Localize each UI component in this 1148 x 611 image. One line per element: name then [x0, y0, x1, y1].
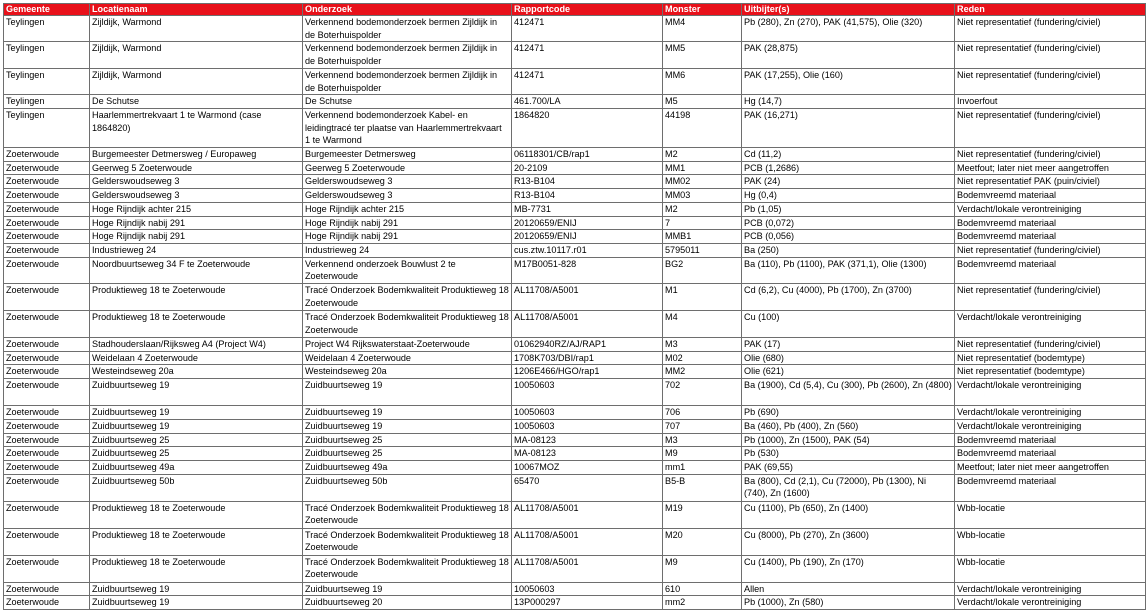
- cell-monster[interactable]: M2: [663, 202, 742, 216]
- cell-rapportcode[interactable]: 412471: [512, 68, 663, 94]
- cell-locatienaam[interactable]: Noordbuurtseweg 34 F te Zoeterwoude: [90, 257, 303, 283]
- cell-uitbijters[interactable]: PAK (17): [742, 338, 955, 352]
- cell-onderzoek[interactable]: Geerweg 5 Zoeterwoude: [303, 161, 512, 175]
- table-row: [4, 460, 1146, 474]
- cell-gemeente[interactable]: Zoeterwoude: [4, 351, 90, 365]
- cell-uitbijters[interactable]: PAK (28,875): [742, 42, 955, 68]
- table-row: [4, 447, 1146, 461]
- table-row: [4, 501, 1146, 528]
- cell-rapportcode[interactable]: MA-08123: [512, 447, 663, 461]
- cell-monster[interactable]: M02: [663, 351, 742, 365]
- table-row: [4, 365, 1146, 379]
- column-header-uitbijters[interactable]: Uitbijter(s): [742, 4, 955, 16]
- cell-reden[interactable]: Meetfout; later niet meer aangetroffen: [955, 460, 1146, 474]
- cell-onderzoek[interactable]: Zuidbuurtseweg 20: [303, 596, 512, 610]
- cell-monster[interactable]: 702: [663, 379, 742, 406]
- cell-locatienaam[interactable]: Produktieweg 18 te Zoeterwoude: [90, 284, 303, 311]
- cell-reden[interactable]: Wbb-locatie: [955, 555, 1146, 582]
- table-row: [4, 379, 1146, 406]
- table-row: [4, 175, 1146, 189]
- cell-uitbijters[interactable]: PCB (0,072): [742, 216, 955, 230]
- table-row: [4, 419, 1146, 433]
- cell-onderzoek[interactable]: Tracé Onderzoek Bodemkwaliteit Produktieweg 18 Zoeterwoude: [303, 284, 512, 311]
- cell-reden[interactable]: Invoerfout: [955, 95, 1146, 109]
- cell-uitbijters[interactable]: Ba (110), Pb (1100), PAK (371,1), Olie (1300): [742, 257, 955, 283]
- cell-gemeente[interactable]: Zoeterwoude: [4, 311, 90, 338]
- cell-gemeente[interactable]: Zoeterwoude: [4, 555, 90, 582]
- cell-gemeente[interactable]: Teylingen: [4, 95, 90, 109]
- cell-reden[interactable]: Niet representatief PAK (puin/civiel): [955, 175, 1146, 189]
- cell-locatienaam[interactable]: Zuidbuurtseweg 25: [90, 447, 303, 461]
- cell-monster[interactable]: MM1: [663, 161, 742, 175]
- cell-reden[interactable]: Wbb-locatie: [955, 501, 1146, 528]
- cell-onderzoek[interactable]: Zuidbuurtseweg 25: [303, 433, 512, 447]
- table-row: [4, 16, 1146, 42]
- cell-onderzoek[interactable]: Westeindseweg 20a: [303, 365, 512, 379]
- cell-locatienaam[interactable]: De Schutse: [90, 95, 303, 109]
- table-row: [4, 284, 1146, 311]
- cell-uitbijters[interactable]: Cu (1400), Pb (190), Zn (170): [742, 555, 955, 582]
- cell-onderzoek[interactable]: Hoge Rijndijk nabij 291: [303, 230, 512, 244]
- cell-locatienaam[interactable]: Zuidbuurtseweg 19: [90, 596, 303, 610]
- cell-gemeente[interactable]: Zoeterwoude: [4, 474, 90, 501]
- table-row: [4, 243, 1146, 257]
- cell-uitbijters[interactable]: Ba (1900), Cd (5,4), Cu (300), Pb (2600), Zn (4800): [742, 379, 955, 406]
- table-row: [4, 257, 1146, 283]
- cell-reden[interactable]: Verdacht/lokale verontreiniging: [955, 311, 1146, 338]
- cell-locatienaam[interactable]: Gelderswoudseweg 3: [90, 189, 303, 203]
- cell-uitbijters[interactable]: Pb (1,05): [742, 202, 955, 216]
- cell-onderzoek[interactable]: Verkennend onderzoek Bouwlust 2 te Zoeterwoude: [303, 257, 512, 283]
- cell-gemeente[interactable]: Zoeterwoude: [4, 419, 90, 433]
- cell-rapportcode[interactable]: AL11708/A5001: [512, 284, 663, 311]
- cell-rapportcode[interactable]: 20-2109: [512, 161, 663, 175]
- cell-locatienaam[interactable]: Hoge Rijndijk nabij 291: [90, 230, 303, 244]
- cell-rapportcode[interactable]: 412471: [512, 42, 663, 68]
- cell-onderzoek[interactable]: Verkennend bodemonderzoek bermen Zijldijk in de Boterhuispolder: [303, 16, 512, 42]
- table-row: [4, 338, 1146, 352]
- cell-rapportcode[interactable]: 10067MOZ: [512, 460, 663, 474]
- cell-locatienaam[interactable]: Zuidbuurtseweg 50b: [90, 474, 303, 501]
- cell-onderzoek[interactable]: Burgemeester Detmersweg: [303, 148, 512, 162]
- cell-monster[interactable]: M20: [663, 528, 742, 555]
- cell-monster[interactable]: MM2: [663, 365, 742, 379]
- cell-reden[interactable]: Niet representatief (bodemtype): [955, 365, 1146, 379]
- cell-gemeente[interactable]: Teylingen: [4, 68, 90, 94]
- cell-monster[interactable]: M4: [663, 311, 742, 338]
- cell-uitbijters[interactable]: Olie (621): [742, 365, 955, 379]
- cell-gemeente[interactable]: Zoeterwoude: [4, 230, 90, 244]
- table-row: [4, 311, 1146, 338]
- cell-gemeente[interactable]: Teylingen: [4, 108, 90, 147]
- cell-reden[interactable]: Wbb-locatie: [955, 528, 1146, 555]
- cell-gemeente[interactable]: Zoeterwoude: [4, 447, 90, 461]
- cell-reden[interactable]: Niet representatief (bodemtype): [955, 351, 1146, 365]
- cell-uitbijters[interactable]: PAK (69,55): [742, 460, 955, 474]
- cell-reden[interactable]: Niet representatief (fundering/civiel): [955, 16, 1146, 42]
- cell-locatienaam[interactable]: Zuidbuurtseweg 19: [90, 406, 303, 420]
- cell-gemeente[interactable]: Zoeterwoude: [4, 257, 90, 283]
- cell-gemeente[interactable]: Zoeterwoude: [4, 528, 90, 555]
- column-header-monster[interactable]: Monster: [663, 4, 742, 16]
- cell-locatienaam[interactable]: Westeindseweg 20a: [90, 365, 303, 379]
- cell-uitbijters[interactable]: Olie (680): [742, 351, 955, 365]
- cell-onderzoek[interactable]: Zuidbuurtseweg 19: [303, 379, 512, 406]
- cell-locatienaam[interactable]: Produktieweg 18 te Zoeterwoude: [90, 501, 303, 528]
- cell-locatienaam[interactable]: Produktieweg 18 te Zoeterwoude: [90, 555, 303, 582]
- cell-onderzoek[interactable]: Zuidbuurtseweg 50b: [303, 474, 512, 501]
- cell-reden[interactable]: Verdacht/lokale verontreiniging: [955, 379, 1146, 406]
- table-row: [4, 406, 1146, 420]
- cell-rapportcode[interactable]: 20120659/ENIJ: [512, 230, 663, 244]
- cell-uitbijters[interactable]: Pb (690): [742, 406, 955, 420]
- cell-monster[interactable]: 707: [663, 419, 742, 433]
- cell-reden[interactable]: Bodemvreemd materiaal: [955, 433, 1146, 447]
- cell-rapportcode[interactable]: MA-08123: [512, 433, 663, 447]
- cell-reden[interactable]: Bodemvreemd materiaal: [955, 189, 1146, 203]
- cell-rapportcode[interactable]: 65470: [512, 474, 663, 501]
- cell-monster[interactable]: B5-B: [663, 474, 742, 501]
- cell-onderzoek[interactable]: Zuidbuurtseweg 19: [303, 419, 512, 433]
- cell-gemeente[interactable]: Zoeterwoude: [4, 202, 90, 216]
- cell-monster[interactable]: M9: [663, 447, 742, 461]
- cell-onderzoek[interactable]: Tracé Onderzoek Bodemkwaliteit Produktieweg 18 Zoeterwoude: [303, 528, 512, 555]
- cell-reden[interactable]: Bodemvreemd materiaal: [955, 257, 1146, 283]
- cell-monster[interactable]: 706: [663, 406, 742, 420]
- cell-reden[interactable]: Verdacht/lokale verontreiniging: [955, 596, 1146, 610]
- cell-uitbijters[interactable]: Cd (6,2), Cu (4000), Pb (1700), Zn (3700): [742, 284, 955, 311]
- table-row: [4, 216, 1146, 230]
- cell-locatienaam[interactable]: Industrieweg 24: [90, 243, 303, 257]
- cell-uitbijters[interactable]: Allen: [742, 582, 955, 596]
- cell-monster[interactable]: M5: [663, 95, 742, 109]
- cell-reden[interactable]: Niet representatief (fundering/civiel): [955, 42, 1146, 68]
- cell-onderzoek[interactable]: Zuidbuurtseweg 19: [303, 406, 512, 420]
- cell-monster[interactable]: MM02: [663, 175, 742, 189]
- cell-gemeente[interactable]: Zoeterwoude: [4, 379, 90, 406]
- cell-rapportcode[interactable]: R13-B104: [512, 189, 663, 203]
- cell-rapportcode[interactable]: M17B0051-828: [512, 257, 663, 283]
- table-row: [4, 68, 1146, 94]
- cell-uitbijters[interactable]: Cd (11,2): [742, 148, 955, 162]
- cell-onderzoek[interactable]: Industrieweg 24: [303, 243, 512, 257]
- cell-rapportcode[interactable]: cus.ztw.10117.r01: [512, 243, 663, 257]
- cell-uitbijters[interactable]: Pb (280), Zn (270), PAK (41,575), Olie (320): [742, 16, 955, 42]
- cell-monster[interactable]: M3: [663, 338, 742, 352]
- cell-reden[interactable]: Verdacht/lokale verontreiniging: [955, 406, 1146, 420]
- cell-monster[interactable]: MMB1: [663, 230, 742, 244]
- cell-onderzoek[interactable]: Zuidbuurtseweg 49a: [303, 460, 512, 474]
- table-row: [4, 596, 1146, 610]
- cell-rapportcode[interactable]: 1864820: [512, 108, 663, 147]
- cell-gemeente[interactable]: Zoeterwoude: [4, 161, 90, 175]
- cell-uitbijters[interactable]: PAK (24): [742, 175, 955, 189]
- cell-onderzoek[interactable]: Zuidbuurtseweg 25: [303, 447, 512, 461]
- cell-monster[interactable]: M2: [663, 148, 742, 162]
- table-row: [4, 95, 1146, 109]
- cell-locatienaam[interactable]: Zuidbuurtseweg 49a: [90, 460, 303, 474]
- table-row: [4, 230, 1146, 244]
- cell-uitbijters[interactable]: Pb (530): [742, 447, 955, 461]
- table-body: [4, 16, 1146, 610]
- cell-locatienaam[interactable]: Geerweg 5 Zoeterwoude: [90, 161, 303, 175]
- cell-monster[interactable]: BG2: [663, 257, 742, 283]
- cell-rapportcode[interactable]: 06118301/CB/rap1: [512, 148, 663, 162]
- cell-rapportcode[interactable]: AL11708/A5001: [512, 311, 663, 338]
- cell-reden[interactable]: Niet representatief (fundering/civiel): [955, 68, 1146, 94]
- cell-monster[interactable]: M19: [663, 501, 742, 528]
- cell-monster[interactable]: 44198: [663, 108, 742, 147]
- cell-reden[interactable]: Bodemvreemd materiaal: [955, 216, 1146, 230]
- cell-gemeente[interactable]: Zoeterwoude: [4, 284, 90, 311]
- cell-gemeente[interactable]: Zoeterwoude: [4, 406, 90, 420]
- cell-gemeente[interactable]: Zoeterwoude: [4, 175, 90, 189]
- cell-reden[interactable]: Niet representatief (fundering/civiel): [955, 108, 1146, 147]
- cell-onderzoek[interactable]: Verkennend bodemonderzoek bermen Zijldijk in de Boterhuispolder: [303, 42, 512, 68]
- cell-rapportcode[interactable]: AL11708/A5001: [512, 528, 663, 555]
- cell-onderzoek[interactable]: Tracé Onderzoek Bodemkwaliteit Produktieweg 18 Zoeterwoude: [303, 501, 512, 528]
- cell-reden[interactable]: Verdacht/lokale verontreiniging: [955, 202, 1146, 216]
- table-row: [4, 189, 1146, 203]
- cell-uitbijters[interactable]: Cu (100): [742, 311, 955, 338]
- cell-uitbijters[interactable]: Hg (14,7): [742, 95, 955, 109]
- cell-uitbijters[interactable]: PCB (0,056): [742, 230, 955, 244]
- cell-rapportcode[interactable]: 10050603: [512, 406, 663, 420]
- cell-reden[interactable]: Niet representatief (fundering/civiel): [955, 284, 1146, 311]
- cell-uitbijters[interactable]: Hg (0,4): [742, 189, 955, 203]
- cell-locatienaam[interactable]: Stadhouderslaan/Rijksweg A4 (Project W4): [90, 338, 303, 352]
- cell-monster[interactable]: mm1: [663, 460, 742, 474]
- cell-onderzoek[interactable]: Gelderswoudseweg 3: [303, 189, 512, 203]
- cell-monster[interactable]: MM6: [663, 68, 742, 94]
- cell-gemeente[interactable]: Zoeterwoude: [4, 582, 90, 596]
- cell-monster[interactable]: MM4: [663, 16, 742, 42]
- table-row: [4, 108, 1146, 147]
- cell-onderzoek[interactable]: Tracé Onderzoek Bodemkwaliteit Produktieweg 18 Zoeterwoude: [303, 311, 512, 338]
- cell-onderzoek[interactable]: Zuidbuurtseweg 19: [303, 582, 512, 596]
- cell-rapportcode[interactable]: 01062940RZ/AJ/RAP1: [512, 338, 663, 352]
- column-header-gemeente[interactable]: Gemeente: [4, 4, 90, 16]
- cell-rapportcode[interactable]: 20120659/ENIJ: [512, 216, 663, 230]
- cell-rapportcode[interactable]: 1708K703/DBI/rap1: [512, 351, 663, 365]
- outliers-table: [3, 3, 1146, 610]
- cell-uitbijters[interactable]: Ba (460), Pb (400), Zn (560): [742, 419, 955, 433]
- cell-locatienaam[interactable]: Gelderswoudseweg 3: [90, 175, 303, 189]
- cell-uitbijters[interactable]: Cu (8000), Pb (270), Zn (3600): [742, 528, 955, 555]
- cell-monster[interactable]: mm2: [663, 596, 742, 610]
- table-row: [4, 148, 1146, 162]
- cell-uitbijters[interactable]: Ba (250): [742, 243, 955, 257]
- cell-uitbijters[interactable]: Pb (1000), Zn (1500), PAK (54): [742, 433, 955, 447]
- cell-onderzoek[interactable]: Verkennend bodemonderzoek Kabel- en leidingtracé ter plaatse van Haarlemmertrekvaart 1 te Warmond: [303, 108, 512, 147]
- table-row: [4, 351, 1146, 365]
- cell-onderzoek[interactable]: De Schutse: [303, 95, 512, 109]
- cell-monster[interactable]: 5795011: [663, 243, 742, 257]
- cell-uitbijters[interactable]: PAK (16,271): [742, 108, 955, 147]
- cell-locatienaam[interactable]: Burgemeester Detmersweg / Europaweg: [90, 148, 303, 162]
- cell-reden[interactable]: Bodemvreemd materiaal: [955, 474, 1146, 501]
- cell-reden[interactable]: Bodemvreemd materiaal: [955, 447, 1146, 461]
- cell-locatienaam[interactable]: Zuidbuurtseweg 19: [90, 419, 303, 433]
- cell-onderzoek[interactable]: Weidelaan 4 Zoeterwoude: [303, 351, 512, 365]
- cell-gemeente[interactable]: Zoeterwoude: [4, 433, 90, 447]
- cell-uitbijters[interactable]: PAK (17,255), Olie (160): [742, 68, 955, 94]
- cell-locatienaam[interactable]: Hoge Rijndijk achter 215: [90, 202, 303, 216]
- table-row: [4, 582, 1146, 596]
- cell-reden[interactable]: Verdacht/lokale verontreiniging: [955, 582, 1146, 596]
- cell-gemeente[interactable]: Zoeterwoude: [4, 596, 90, 610]
- cell-locatienaam[interactable]: Zijldijk, Warmond: [90, 16, 303, 42]
- cell-gemeente[interactable]: Zoeterwoude: [4, 148, 90, 162]
- cell-rapportcode[interactable]: AL11708/A5001: [512, 501, 663, 528]
- cell-locatienaam[interactable]: Zijldijk, Warmond: [90, 68, 303, 94]
- table-row: [4, 42, 1146, 68]
- cell-gemeente[interactable]: Zoeterwoude: [4, 365, 90, 379]
- cell-gemeente[interactable]: Teylingen: [4, 16, 90, 42]
- cell-locatienaam[interactable]: Weidelaan 4 Zoeterwoude: [90, 351, 303, 365]
- cell-onderzoek[interactable]: Gelderswoudseweg 3: [303, 175, 512, 189]
- cell-locatienaam[interactable]: Produktieweg 18 te Zoeterwoude: [90, 311, 303, 338]
- cell-gemeente[interactable]: Zoeterwoude: [4, 460, 90, 474]
- cell-gemeente[interactable]: Zoeterwoude: [4, 501, 90, 528]
- cell-rapportcode[interactable]: 10050603: [512, 419, 663, 433]
- cell-monster[interactable]: M3: [663, 433, 742, 447]
- cell-monster[interactable]: M9: [663, 555, 742, 582]
- cell-monster[interactable]: 7: [663, 216, 742, 230]
- cell-rapportcode[interactable]: 13P000297: [512, 596, 663, 610]
- cell-rapportcode[interactable]: 461.700/LA: [512, 95, 663, 109]
- cell-rapportcode[interactable]: MB-7731: [512, 202, 663, 216]
- cell-onderzoek[interactable]: Project W4 Rijkswaterstaat-Zoeterwoude: [303, 338, 512, 352]
- cell-onderzoek[interactable]: Hoge Rijndijk nabij 291: [303, 216, 512, 230]
- cell-locatienaam[interactable]: Zuidbuurtseweg 25: [90, 433, 303, 447]
- cell-gemeente[interactable]: Zoeterwoude: [4, 243, 90, 257]
- cell-rapportcode[interactable]: AL11708/A5001: [512, 555, 663, 582]
- cell-gemeente[interactable]: Zoeterwoude: [4, 216, 90, 230]
- cell-locatienaam[interactable]: Haarlemmertrekvaart 1 te Warmond (case 1864820): [90, 108, 303, 147]
- header-row: [4, 4, 1146, 16]
- column-header-rapportcode[interactable]: Rapportcode: [512, 4, 663, 16]
- cell-locatienaam[interactable]: Produktieweg 18 te Zoeterwoude: [90, 528, 303, 555]
- cell-rapportcode[interactable]: 10050603: [512, 582, 663, 596]
- cell-monster[interactable]: M1: [663, 284, 742, 311]
- cell-reden[interactable]: Niet representatief (fundering/civiel): [955, 148, 1146, 162]
- table-row: [4, 555, 1146, 582]
- table-row: [4, 528, 1146, 555]
- cell-uitbijters[interactable]: PCB (1,2686): [742, 161, 955, 175]
- cell-rapportcode[interactable]: 10050603: [512, 379, 663, 406]
- cell-gemeente[interactable]: Teylingen: [4, 42, 90, 68]
- cell-locatienaam[interactable]: Zuidbuurtseweg 19: [90, 379, 303, 406]
- cell-gemeente[interactable]: Zoeterwoude: [4, 338, 90, 352]
- cell-reden[interactable]: Bodemvreemd materiaal: [955, 230, 1146, 244]
- cell-gemeente[interactable]: Zoeterwoude: [4, 189, 90, 203]
- cell-monster[interactable]: 610: [663, 582, 742, 596]
- cell-onderzoek[interactable]: Verkennend bodemonderzoek bermen Zijldijk in de Boterhuispolder: [303, 68, 512, 94]
- cell-monster[interactable]: MM5: [663, 42, 742, 68]
- cell-rapportcode[interactable]: 412471: [512, 16, 663, 42]
- cell-locatienaam[interactable]: Hoge Rijndijk nabij 291: [90, 216, 303, 230]
- cell-uitbijters[interactable]: Ba (800), Cd (2,1), Cu (72000), Pb (1300), Ni (740), Zn (1600): [742, 474, 955, 501]
- column-header-reden[interactable]: Reden: [955, 4, 1146, 16]
- cell-reden[interactable]: Meetfout; later niet meer aangetroffen: [955, 161, 1146, 175]
- cell-locatienaam[interactable]: Zijldijk, Warmond: [90, 42, 303, 68]
- cell-reden[interactable]: Niet representatief (fundering/civiel): [955, 338, 1146, 352]
- cell-reden[interactable]: Niet representatief (fundering/civiel): [955, 243, 1146, 257]
- cell-onderzoek[interactable]: Hoge Rijndijk achter 215: [303, 202, 512, 216]
- cell-monster[interactable]: MM03: [663, 189, 742, 203]
- table-row: [4, 433, 1146, 447]
- cell-reden[interactable]: Verdacht/lokale verontreiniging: [955, 419, 1146, 433]
- table-row: [4, 474, 1146, 501]
- column-header-onderzoek[interactable]: Onderzoek: [303, 4, 512, 16]
- cell-locatienaam[interactable]: Zuidbuurtseweg 19: [90, 582, 303, 596]
- cell-rapportcode[interactable]: 1206E466/HGO/rap1: [512, 365, 663, 379]
- table-row: [4, 202, 1146, 216]
- column-header-locatienaam[interactable]: Locatienaam: [90, 4, 303, 16]
- cell-uitbijters[interactable]: Cu (1100), Pb (650), Zn (1400): [742, 501, 955, 528]
- table-row: [4, 161, 1146, 175]
- cell-uitbijters[interactable]: Pb (1000), Zn (580): [742, 596, 955, 610]
- cell-rapportcode[interactable]: R13-B104: [512, 175, 663, 189]
- cell-onderzoek[interactable]: Tracé Onderzoek Bodemkwaliteit Produktieweg 18 Zoeterwoude: [303, 555, 512, 582]
